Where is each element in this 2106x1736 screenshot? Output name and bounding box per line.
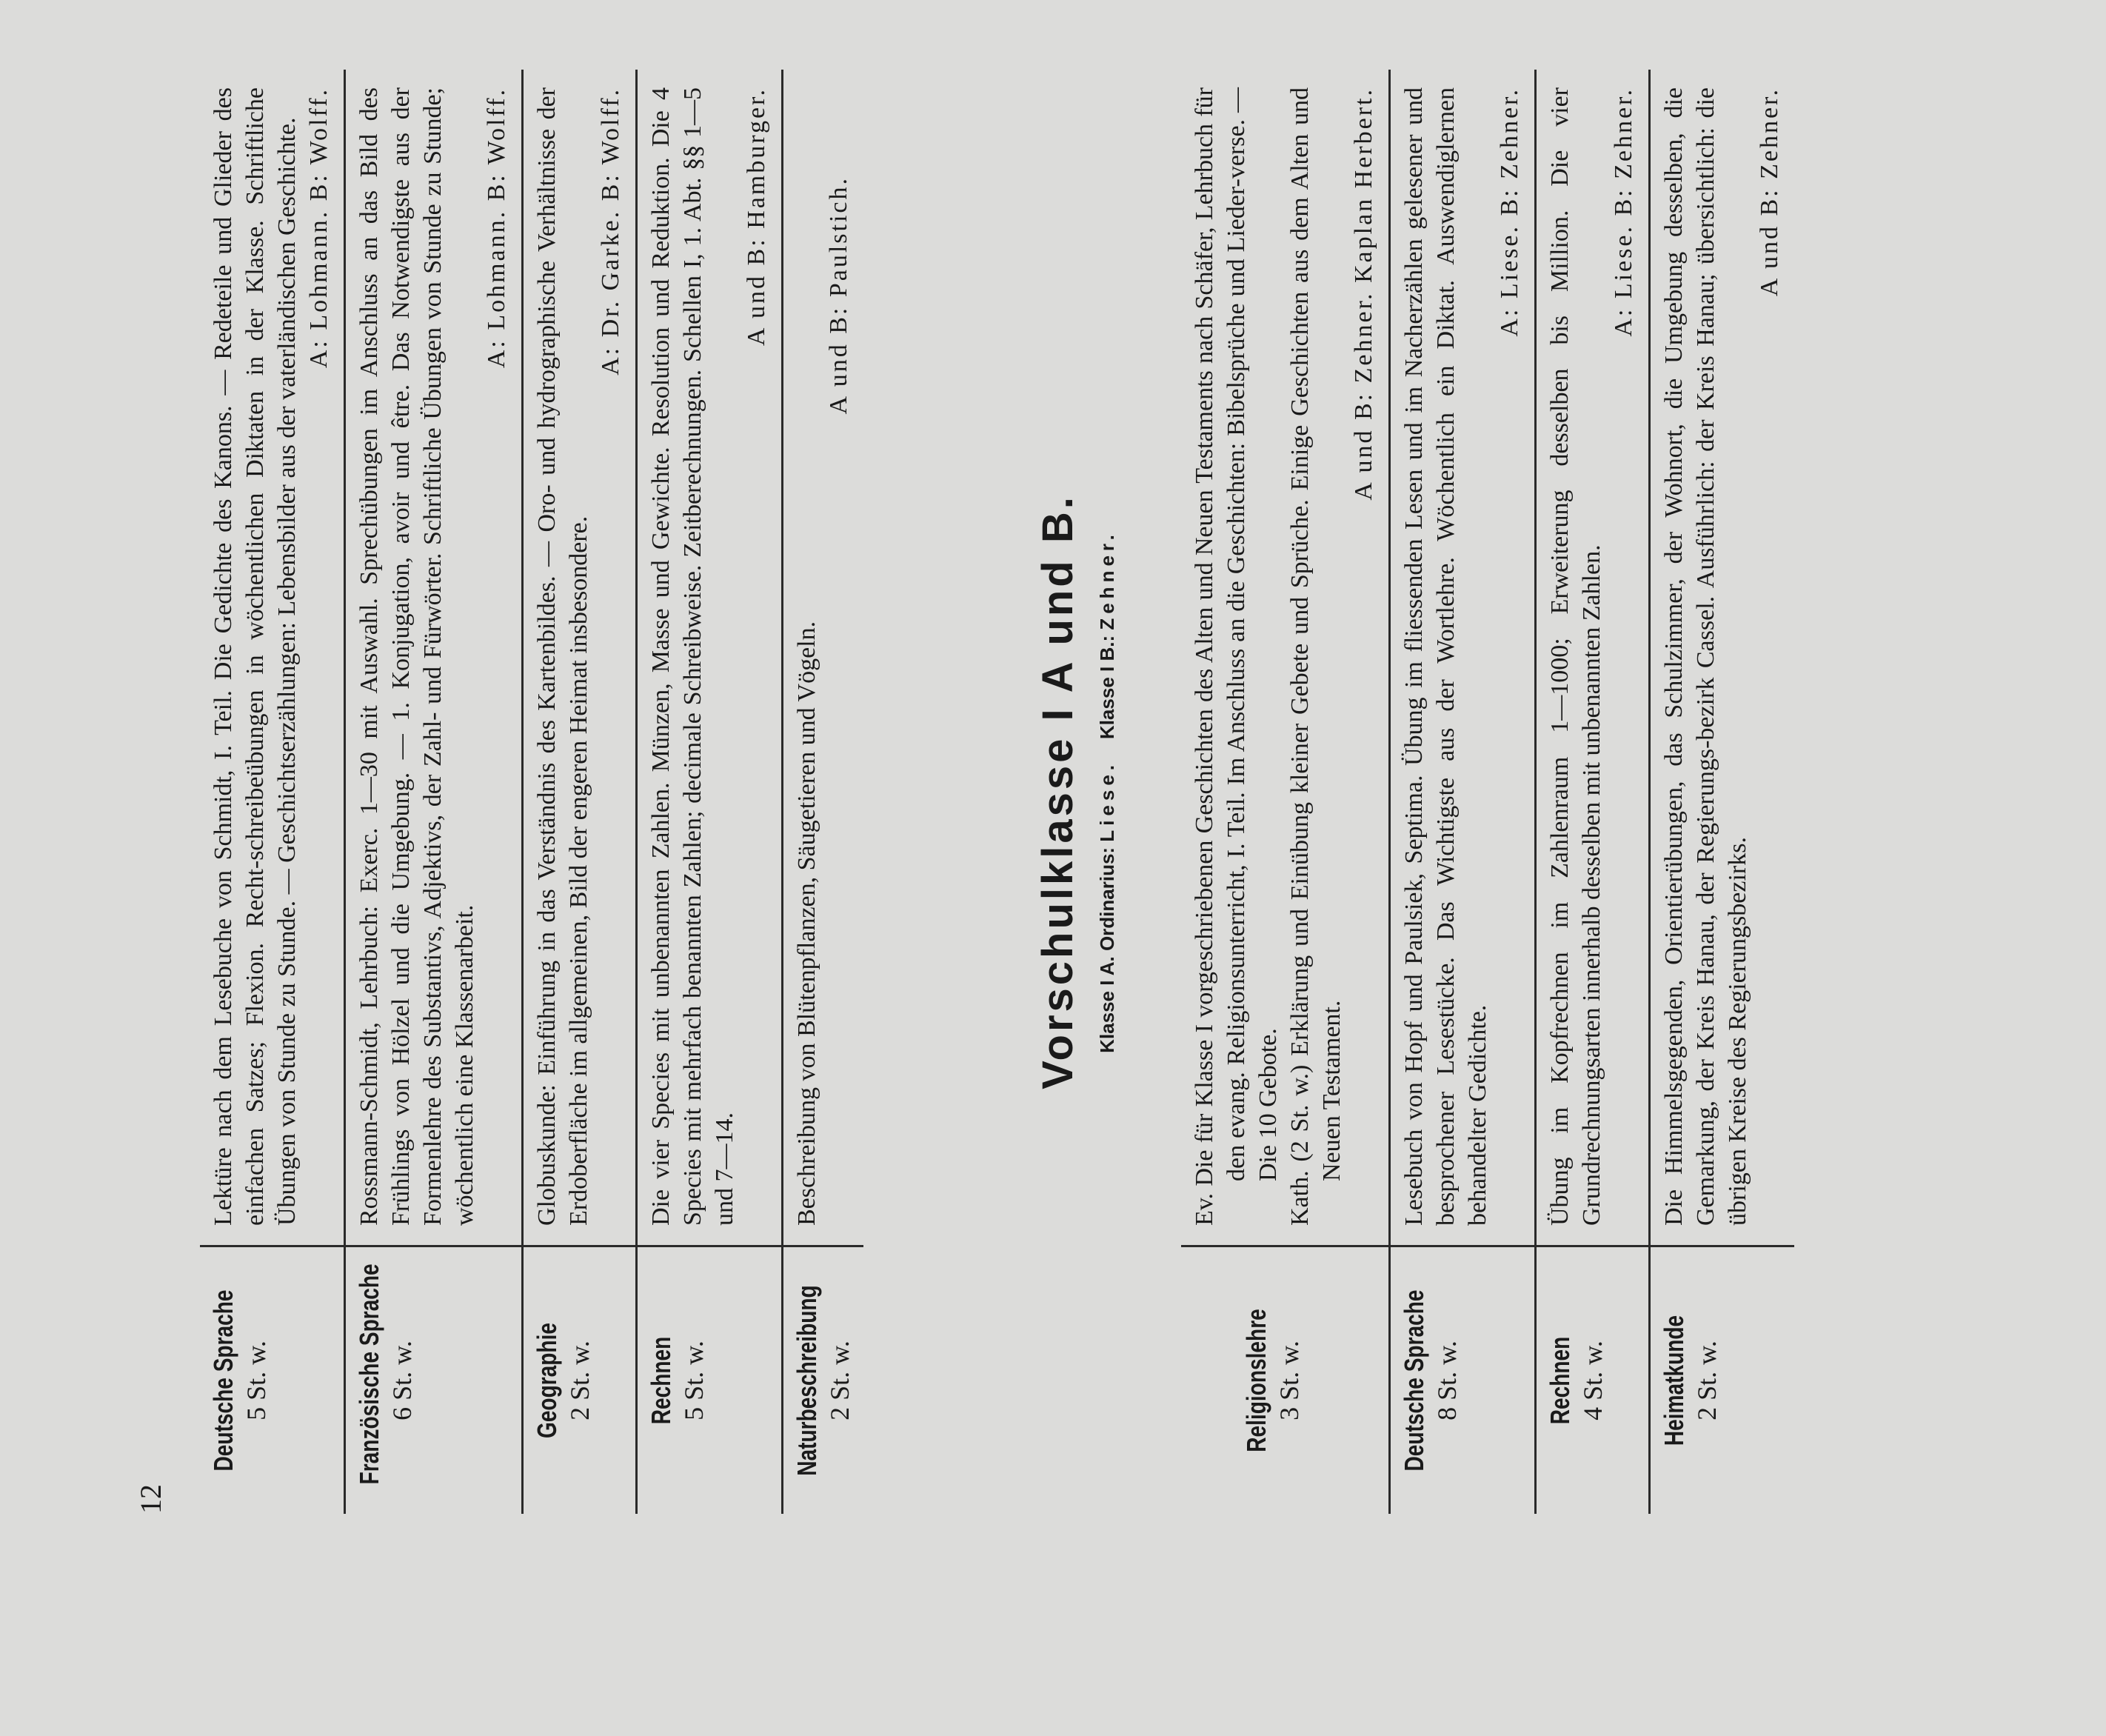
subject-cell [638, 1247, 710, 1514]
subject-hours: 2 St. w. [825, 1341, 855, 1420]
class-a-teacher: Liese. [1096, 760, 1118, 842]
teacher-line: A: Dr. Garke. B: Wolff. [597, 87, 624, 375]
table-row [1537, 70, 1651, 1514]
content-cell [1181, 70, 1388, 1247]
table-row [346, 70, 524, 1514]
subject-cell [783, 1247, 856, 1514]
content-cell [638, 70, 781, 1247]
subject-hours: 8 St. w. [1432, 1341, 1462, 1420]
subject-name: Geographie [532, 1322, 562, 1439]
content-text: Die Himmelsgegenden, Orientierübungen, das Schulzimmer, der Wohnort, die Umgebung desselben, die Gemarkung, der Kreis Hanau, der Regierungs-bezirk Cassel. Ausführlich: der Kreis Hanau; übersichtlich: die übrigen Kreise des Regierungsbezirks. [1660, 87, 1751, 1226]
table-row [200, 70, 346, 1514]
subject-hours: 3 St. w. [1274, 1341, 1304, 1420]
subject-hours: 2 St. w. [565, 1341, 595, 1420]
subject-hours: 4 St. w. [1578, 1341, 1608, 1420]
subject-name: Religionslehre [1241, 1309, 1271, 1452]
class-b-teacher: Zehner. [1096, 530, 1118, 630]
subject-cell [1391, 1247, 1463, 1514]
subject-cell [200, 1247, 273, 1514]
subject-name: Französische Sprache [354, 1263, 384, 1485]
subject-cell [524, 1247, 596, 1514]
content-text: Lektüre nach dem Lesebuche von Schmidt, I. Teil. Die Gedichte des Kanons. — Redeteile und Glieder des einfachen Satzes; Flexion. Recht-schreibeübungen in wöchentlichen Diktaten in der Klasse. Schriftliche Übungen von Stunde zu Stunde. — Geschichtserzählungen: Lebensbilder aus der vaterländischen Geschichte. [210, 87, 301, 1226]
section-heading-block [1033, 70, 1119, 1514]
content-cell [524, 70, 635, 1247]
content-cell [346, 70, 521, 1247]
content-text-ev: Ev. Die für Klasse I vorgeschriebenen Geschichten des Alten und Neuen Testaments nach Schäfer, Lehrbuch für den evang. Religionsunterricht, I. Teil. Im Anschluss an die Geschichten: Bibelsprüche und Lieder-verse. — Die 10 Gebote. [1191, 87, 1282, 1226]
teacher-line: A und B: Paulstich. [825, 176, 852, 415]
subject-hours: 5 St. w. [241, 1341, 271, 1420]
subject-cell [1181, 1247, 1306, 1514]
subject-cell [1537, 1247, 1609, 1514]
subject-name: Deutsche Sprache [208, 1289, 238, 1472]
content-text: Rossmann-Schmidt, Lehrbuch: Exerc. 1—30 mit Auswahl. Sprechübungen im Anschluss an das Bild des Frühlings von Hölzel und die Umgebung. — 1. Konjugation, avoir und être. Das Notwendigste aus der Formenlehre des Substantivs, Adjektivs, der Zahl- und Fürwörter. Schriftliche Übungen von Stunde zu Stunde; wöchentlich eine Klassenarbeit. [355, 87, 478, 1226]
page-number: 12 [134, 1484, 167, 1514]
content-cell [200, 70, 344, 1247]
table-row [638, 70, 783, 1514]
content-text: Beschreibung von Blütenpflanzen, Säugetieren und Vögeln. [793, 621, 820, 1226]
subject-cell [1651, 1247, 1723, 1514]
teacher-line: A: Liese. B: Zehner. [1496, 87, 1523, 337]
teacher-line: A: Lohmann. B: Wolff. [305, 87, 332, 369]
table-row [1651, 70, 1794, 1514]
teacher-line: A: Lohmann. B: Wolff. [483, 87, 510, 369]
section-heading: Vorschulklasse I A und B. [1034, 494, 1082, 1089]
table-row [783, 70, 863, 1514]
content-text: Die vier Species mit unbenannten Zahlen. Münzen, Masse und Gewichte. Resolution und Reduktion. Die 4 Species mit mehrfach benannten Zahlen; decimale Schreibweise. Zeitberechnungen. Schellen I, 1. Abt. §§ 1—5 und 7—14. [647, 87, 738, 1226]
subject-hours: 5 St. w. [679, 1341, 709, 1420]
content-cell [1537, 70, 1648, 1247]
content-cell [783, 70, 863, 1247]
table-row [524, 70, 638, 1514]
subject-name: Deutsche Sprache [1399, 1289, 1429, 1472]
subject-hours: 2 St. w. [1692, 1341, 1722, 1420]
subject-name: Naturbeschreibung [792, 1285, 822, 1476]
subject-name: Rechnen [646, 1336, 676, 1425]
teacher-line: A: Liese. B: Zehner. [1610, 87, 1637, 337]
table-row [1391, 70, 1537, 1514]
teacher-line: A und B: Hamburger. [743, 87, 770, 347]
teacher-line: A und B: Zehner. [1756, 87, 1783, 297]
class-b-label: Klasse I B.: [1096, 635, 1118, 740]
content-text: Lesebuch von Hopf und Paulsiek, Septima. Übung im fliessenden Lesen und im Nacherzählen gelesener und besprochener Lesestücke. Das Wichtigste aus der Wortlehre. Wöchentlich ein Diktat. Auswendiglernen behandelter Gedichte. [1400, 87, 1491, 1226]
subject-name: Rechnen [1545, 1336, 1575, 1425]
content-text: Globuskunde: Einführung in das Verständnis des Kartenbildes. — Oro- und hydrographische Verhältnisse der Erdoberfläche im allgemeinen, Bild der engeren Heimat insbesondere. [533, 87, 592, 1226]
content-cell [1391, 70, 1534, 1247]
class-ordinarius-line [1096, 70, 1119, 1514]
table-row [1181, 70, 1391, 1514]
content-cell [1651, 70, 1794, 1247]
subject-name: Heimatkunde [1659, 1315, 1689, 1446]
subject-hours: 6 St. w. [387, 1341, 417, 1420]
class-a-label: Klasse I A. Ordinarius: [1096, 847, 1118, 1053]
teacher-line: A und B: Zehner. Kaplan Herbert. [1350, 87, 1377, 501]
schedule-table-upper [200, 70, 863, 1514]
content-text: Übung im Kopfrechnen im Zahlenraum 1—1000; Erweiterung desselben bis Million. Die vier Grundrechnungsarten innerhalb desselben mit unbenannten Zahlen. [1546, 87, 1605, 1226]
schedule-table-lower [1181, 70, 1794, 1514]
subject-cell [346, 1247, 418, 1514]
content-text-kath: Kath. (2 St. w.) Erklärung und Einübung kleiner Gebete und Sprüche. Einige Geschichten aus dem Alten und Neuen Testament. [1286, 87, 1346, 1226]
